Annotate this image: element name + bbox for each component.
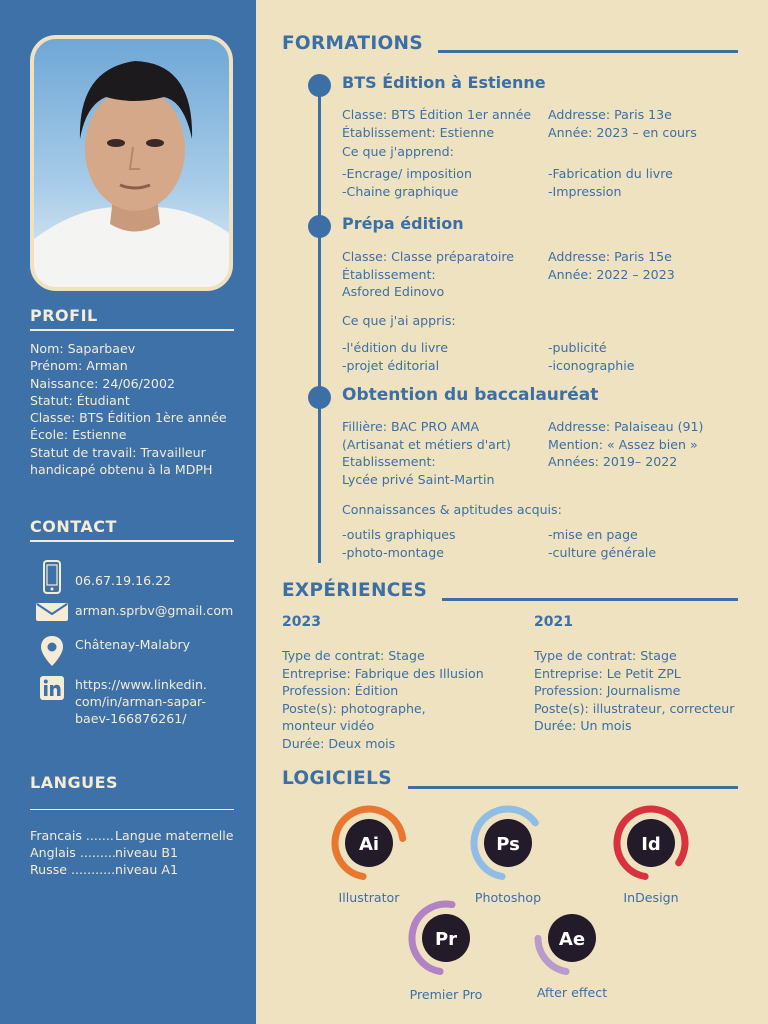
skill-line: -projet éditorial [342, 357, 440, 373]
language-name: Francais ..... [30, 827, 115, 844]
experience-line: Profession: Édition [282, 683, 399, 698]
detail-line: Lycée privé Saint-Martin [342, 471, 495, 487]
detail-line: Addresse: Palaiseau (91) [548, 419, 704, 434]
profile-details [30, 340, 245, 478]
formation-skills [342, 526, 456, 561]
formation-subheading: Ce que j'ai appris: [342, 313, 456, 328]
language-level: niveau B1 [115, 845, 179, 860]
formation-details [548, 418, 703, 471]
profile-line: handicapé obtenu à la MDPH [30, 462, 213, 478]
formation-details [342, 248, 514, 301]
formation-skills [548, 526, 656, 561]
formation-details [548, 106, 697, 141]
software-rule [408, 786, 738, 789]
contact-email [36, 602, 233, 622]
linkedin-url[interactable] [75, 676, 207, 727]
software-abbr: Id [641, 834, 661, 855]
detail-line: Année: 2023 – en cours [548, 124, 697, 140]
software-illustrator-ring [329, 803, 409, 887]
software-heading: LOGICIELS [282, 768, 392, 789]
skill-ring-icon [329, 803, 409, 883]
portrait-illustration [34, 39, 233, 291]
formations-heading: FORMATIONS [282, 33, 423, 54]
languages-list [30, 827, 250, 878]
formations-rule [438, 50, 738, 53]
profile-photo [30, 35, 233, 291]
skill-line: -photo-montage [342, 544, 444, 560]
linkedin-url-line: com/in/arman-sapar- [75, 694, 206, 709]
formation-skills [548, 165, 673, 200]
detail-line: Asfored Edinovo [342, 284, 445, 299]
profile-line: Classe: BTS Édition 1ère année [30, 410, 227, 426]
skill-ring-icon [406, 898, 486, 978]
language-item [30, 844, 250, 861]
detail-line: Années: 2019– 2022 [548, 454, 678, 469]
timeline-dot [308, 74, 331, 97]
timeline-line [318, 85, 321, 563]
profile-line: Naissance: 24/06/2002 [30, 375, 175, 391]
formation-details [342, 106, 531, 141]
profile-divider [30, 329, 234, 331]
language-level: niveau A1 [115, 862, 179, 877]
detail-line: Année: 2022 – 2023 [548, 266, 675, 282]
linkedin-url-line: https://www.linkedin. [75, 677, 207, 692]
experience-line: Durée: Deux mois [282, 735, 396, 751]
formation-skills [548, 339, 634, 374]
formation-title: BTS Édition à Estienne [342, 73, 546, 92]
profile-heading: PROFIL [30, 306, 98, 325]
contact-linkedin [36, 676, 207, 727]
experience-line: Entreprise: Le Petit ZPL [534, 665, 681, 681]
detail-line: Établissement: Estienne [342, 124, 495, 140]
experience-details [534, 647, 734, 735]
language-level: Langue maternelle [115, 828, 234, 843]
detail-line: Etablissement: [342, 454, 436, 469]
phone-number[interactable]: 06.67.19.16.22 [75, 573, 172, 588]
timeline-dot [308, 386, 331, 409]
location-pin-icon [40, 635, 64, 667]
email-address[interactable]: arman.sprbv@gmail.com [75, 603, 234, 618]
mail-icon [36, 602, 68, 622]
detail-line: (Artisanat et métiers d'art) [342, 436, 511, 452]
detail-line: Établissement: [342, 266, 436, 282]
software-name: Illustrator [338, 890, 400, 905]
detail-line: Classe: BTS Édition 1er année [342, 107, 532, 122]
language-name: Anglais ..... [30, 844, 115, 861]
software-name: After effect [536, 985, 608, 1000]
skill-line: -outils graphiques [342, 527, 456, 542]
detail-line: Addresse: Paris 15e [548, 249, 672, 264]
formation-skills [342, 339, 448, 374]
contact-location [36, 635, 190, 667]
skill-line: -Encrage/ imposition [342, 166, 472, 181]
experience-line: Type de contrat: Stage [534, 648, 677, 663]
profile-line: Nom: Saparbaev [30, 341, 136, 356]
software-after-effect-ring [532, 898, 612, 982]
profile-line: École: Estienne [30, 427, 127, 443]
sidebar [0, 0, 256, 1024]
skill-line: -culture générale [548, 544, 657, 560]
experience-details [282, 647, 484, 752]
skill-line: -l'édition du livre [342, 340, 448, 355]
detail-line: Classe: Classe préparatoire [342, 249, 515, 264]
languages-divider [30, 809, 234, 810]
experience-line: monteur vidéo [282, 718, 375, 733]
linkedin-icon [40, 676, 64, 700]
skill-line: -Fabrication du livre [548, 166, 673, 181]
formation-subheading: Ce que j'apprend: [342, 144, 454, 159]
experience-line: Profession: Journalisme [534, 683, 681, 698]
profile-line: Statut: Étudiant [30, 392, 130, 408]
software-abbr: Ai [358, 834, 380, 855]
formation-details [548, 248, 675, 283]
experience-year: 2021 [534, 614, 573, 630]
contact-heading: CONTACT [30, 517, 117, 536]
experiences-heading: EXPÉRIENCES [282, 580, 428, 601]
experience-line: Entreprise: Fabrique des Illusion [282, 665, 484, 681]
software-abbr: Ae [558, 929, 586, 950]
formation-title: Obtention du baccalauréat [342, 385, 599, 405]
formation-title: Prépa édition [342, 214, 464, 233]
skill-ring-icon [468, 803, 548, 883]
detail-line: Fillière: BAC PRO AMA [342, 419, 480, 434]
software-photoshop-ring [468, 803, 548, 887]
detail-line: Mention: « Assez bien » [548, 436, 698, 452]
skill-line: -Impression [548, 183, 622, 199]
contact-phone [36, 560, 171, 594]
formation-subheading: Connaissances & aptitudes acquis: [342, 502, 562, 517]
profile-line: Prénom: Arman [30, 358, 128, 374]
experiences-rule [442, 598, 738, 601]
languages-heading: LANGUES [30, 773, 119, 792]
linkedin-url-line: baev-166876261/ [75, 711, 187, 726]
skill-line: -publicité [548, 340, 607, 355]
software-abbr: Ps [496, 834, 520, 855]
experience-line: Poste(s): illustrateur, correcteur [534, 700, 735, 716]
software-indesign-ring [611, 803, 691, 887]
skill-line: -iconographie [548, 357, 635, 373]
language-name: Russe ..... [30, 861, 115, 878]
experience-year: 2023 [282, 614, 321, 630]
software-abbr: Pr [434, 929, 458, 950]
experience-line: Durée: Un mois [534, 718, 632, 733]
city: Châtenay-Malabry [75, 637, 191, 652]
phone-icon [42, 560, 62, 594]
software-name: Premier Pro [409, 987, 483, 1002]
timeline-dot [308, 215, 331, 238]
software-name: Photoshop [474, 890, 542, 905]
skill-line: -Chaine graphique [342, 183, 459, 199]
software-name: InDesign [623, 890, 679, 905]
skill-ring-icon [532, 898, 612, 978]
language-item [30, 861, 250, 878]
profile-line: Statut de travail: Travailleur [30, 444, 206, 460]
formation-skills [342, 165, 472, 200]
experience-line: Type de contrat: Stage [282, 648, 425, 663]
skill-line: -mise en page [548, 527, 638, 542]
experience-line: Poste(s): photographe, [282, 700, 426, 716]
detail-line: Addresse: Paris 13e [548, 107, 672, 122]
formation-details [342, 418, 511, 488]
language-item [30, 827, 250, 844]
software-premier-pro-ring [406, 898, 486, 982]
skill-ring-icon [611, 803, 691, 883]
contact-divider [30, 540, 234, 542]
